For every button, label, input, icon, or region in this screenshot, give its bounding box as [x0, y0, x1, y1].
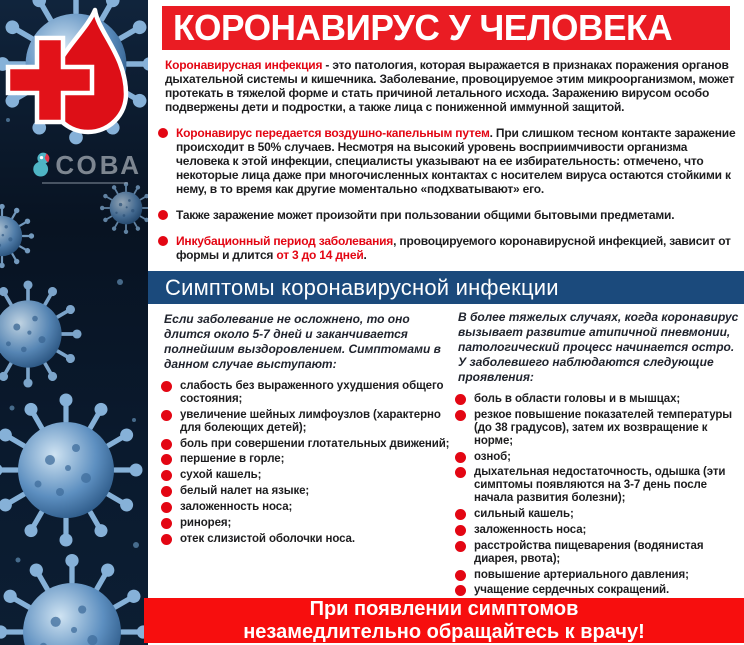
title-banner	[162, 6, 730, 50]
intro-paragraph	[165, 58, 739, 114]
intro-lead: Коронавирусная инфекция	[165, 58, 323, 72]
symptom-text: сильный кашель;	[474, 508, 574, 520]
footer-line-1: При появлении симптомов	[309, 597, 579, 620]
page-title: КОРОНАВИРУС У ЧЕЛОВЕКА	[173, 7, 673, 48]
symptom-item	[161, 453, 455, 466]
transmission-item	[158, 234, 738, 262]
blood-drop-cross-icon	[0, 6, 148, 156]
symptom-text: заложенность носа;	[180, 501, 293, 513]
bullet-icon	[161, 518, 172, 529]
symptoms-header-text: Симптомы коронавирусной инфекции	[165, 274, 559, 300]
symptom-text: слабость без выраженного ухудшения общего состояния;	[180, 380, 444, 405]
symptom-item	[455, 584, 741, 597]
bullet-icon	[161, 439, 172, 450]
transmission-lead: Инкубационный период заболевания	[176, 234, 394, 249]
symptom-text: боль при совершении глотательных движений;	[180, 437, 450, 450]
intro-rest: - это патология, которая выражается в признаках поражения органов дыхательной системы и кишечника. Заболевание, провоцируемое этим микроорганизмом, может протекать в тяжелой форме и стать причиной летального исхода. Заражению вирусом особо подвержены дети и подростки, а также лица с пониженной иммунной защитой.	[165, 58, 735, 115]
bullet-icon	[161, 502, 172, 513]
symptoms-column-mild	[161, 312, 455, 549]
logo-text: СОВА	[55, 150, 142, 180]
symptom-text: ринорея;	[180, 516, 232, 529]
bullet-icon	[161, 410, 172, 421]
bullet-icon	[455, 467, 466, 478]
bullet-icon	[455, 525, 466, 536]
symptom-text: расстройства пищеварения (водянистая диарея, рвота);	[474, 539, 704, 565]
footer-line-2: незамедлительно обращайтесь к врачу!	[243, 620, 645, 643]
logo-tagline-illegible	[42, 182, 128, 184]
transmission-item	[158, 208, 738, 222]
symptom-item	[455, 466, 741, 505]
bullet-icon	[158, 236, 168, 246]
symptom-item	[161, 501, 455, 514]
bullet-icon	[455, 452, 466, 463]
symptom-item	[161, 517, 455, 530]
transmission-section	[158, 126, 738, 274]
bullet-icon	[455, 585, 466, 596]
symptom-item	[455, 524, 741, 537]
symptom-item	[455, 540, 741, 566]
symptom-item	[455, 451, 741, 464]
symptom-text: боль в области головы и в мышцах;	[474, 393, 681, 405]
symptom-item	[161, 380, 455, 406]
sova-logo	[30, 148, 142, 182]
bullet-icon	[455, 541, 466, 552]
transmission-text: . При слишком тесном контакте заражение происходит в 50% случаев. Несмотря на высокий уровень восприимчивости организма человека к этой инфекции, специалисты указывают на ее избирательность: отмечено, что некоторые лица даже при многочисленных контактах с носителем вируса остаются стойкими к нему, в то время как другие моментально «подхватывают» его.	[176, 126, 736, 197]
transmission-item	[158, 126, 738, 196]
symptom-text: повышение артериального давления;	[474, 568, 689, 581]
mild-symptoms-intro: Если заболевание не осложнено, то оно длится около 5-7 дней и заканчивается полнейшим выздоровлением. Симптомами в данном случае выступают:	[164, 312, 441, 371]
symptom-text: белый налет на языке;	[180, 485, 310, 498]
severe-symptoms-list	[455, 393, 741, 597]
transmission-highlight: от 3 до 14 дней	[276, 248, 364, 263]
symptom-item	[161, 409, 455, 435]
symptom-text: першение в горле;	[180, 453, 285, 466]
symptom-item	[455, 569, 741, 582]
symptom-text: озноб;	[474, 450, 511, 463]
severe-symptoms-intro: В более тяжелых случаях, когда коронавирус вызывает развитие атипичной пневмонии, патологический процесс начинается остро. У заболевшего наблюдаются следующие проявления:	[458, 310, 739, 384]
symptom-item	[161, 469, 455, 482]
mild-symptoms-list	[161, 380, 455, 546]
symptoms-section-header	[148, 271, 744, 304]
transmission-text: , провоцируемого коронавирусной инфекцией, зависит от формы и длится	[176, 234, 731, 263]
symptom-item	[161, 438, 455, 451]
bullet-icon	[161, 534, 172, 545]
bullet-icon	[158, 128, 168, 138]
bullet-icon	[161, 470, 172, 481]
symptom-item	[161, 485, 455, 498]
bullet-icon	[455, 509, 466, 520]
symptom-text: заложенность носа;	[474, 523, 587, 536]
symptom-text: дыхательная недостаточность, одышка (эти симптомы появляются на 3-7 день после начала развития болезни);	[474, 466, 726, 505]
main-content	[148, 0, 744, 645]
bullet-icon	[161, 486, 172, 497]
symptom-text: сухой кашель;	[180, 469, 262, 482]
bullet-icon	[455, 570, 466, 581]
symptom-item	[455, 409, 741, 448]
symptom-item	[161, 533, 455, 546]
transmission-text-end: .	[363, 248, 367, 263]
sidebar-illustration	[0, 0, 148, 645]
owl-icon	[30, 148, 51, 182]
bullet-icon	[455, 394, 466, 405]
bullet-icon	[455, 410, 466, 421]
transmission-lead: Коронавирус передается воздушно-капельным путем	[176, 126, 490, 140]
bullet-icon	[158, 210, 168, 220]
bullet-icon	[161, 454, 172, 465]
symptom-text: резкое повышение показателей температуры (до 38 градусов), затем их возвращение к норме;	[474, 408, 733, 447]
symptom-text: увеличение шейных лимфоузлов (характерно для болеющих детей);	[180, 408, 441, 434]
symptom-item	[455, 393, 741, 406]
symptom-text: отек слизистой оболочки носа.	[180, 532, 355, 545]
call-to-action-banner	[144, 598, 744, 643]
bullet-icon	[161, 381, 172, 392]
transmission-text: Также заражение может произойти при пользовании общими бытовыми предметами.	[176, 208, 675, 223]
symptom-item	[455, 508, 741, 521]
symptoms-column-severe	[455, 310, 741, 600]
symptom-text: учащение сердечных сокращений.	[474, 584, 670, 597]
